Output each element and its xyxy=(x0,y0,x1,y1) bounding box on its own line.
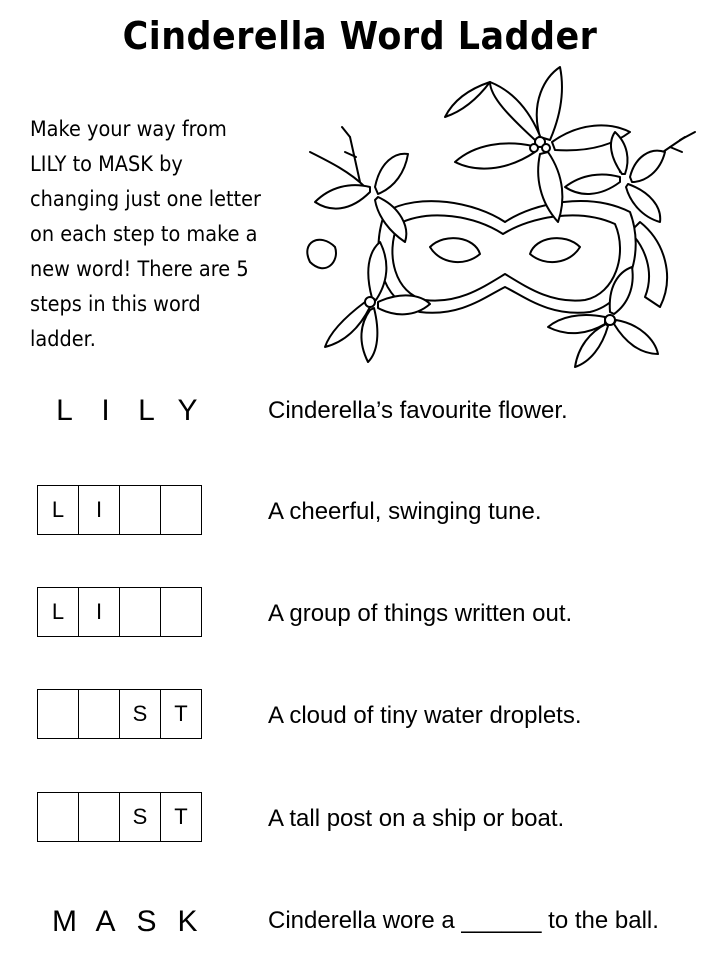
letter-box[interactable] xyxy=(161,486,201,534)
letter-box[interactable]: L xyxy=(38,486,79,534)
start-letter: L xyxy=(56,394,73,427)
step-3-clue: A cloud of tiny water droplets. xyxy=(268,702,582,729)
end-letter: K xyxy=(177,905,198,938)
letter-box[interactable]: S xyxy=(120,690,161,738)
instruction-line: changing just one letter xyxy=(30,187,261,211)
end-letter: A xyxy=(95,905,116,938)
start-letter: Y xyxy=(177,394,198,427)
letter-box[interactable]: I xyxy=(79,588,120,636)
letter-box[interactable]: L xyxy=(38,588,79,636)
letter-box[interactable] xyxy=(38,690,79,738)
letter-box[interactable] xyxy=(120,486,161,534)
start-word xyxy=(44,394,208,428)
start-letter: L xyxy=(138,394,155,427)
instructions xyxy=(30,112,310,357)
step-1-clue: A cheerful, swinging tune. xyxy=(268,498,542,525)
page-title: Cinderella Word Ladder xyxy=(122,14,598,58)
letter-box[interactable] xyxy=(79,793,120,841)
step-4-boxes[interactable] xyxy=(37,792,202,842)
start-clue: Cinderella’s favourite flower. xyxy=(268,397,568,424)
letter-box[interactable]: S xyxy=(120,793,161,841)
instruction-line: on each step to make a xyxy=(30,222,258,246)
letter-box[interactable]: T xyxy=(174,701,188,726)
instruction-line: LILY to MASK by xyxy=(30,152,183,176)
step-2-clue: A group of things written out. xyxy=(268,600,573,627)
instruction-line: Make your way from xyxy=(30,117,227,141)
instruction-line: new word! There are 5 xyxy=(30,257,249,281)
step-3-boxes[interactable] xyxy=(37,689,202,739)
start-letter: I xyxy=(101,394,110,427)
instruction-line: steps in this word xyxy=(30,292,201,316)
letter-box[interactable]: I xyxy=(79,486,120,534)
step-4-clue: A tall post on a ship or boat. xyxy=(268,805,565,832)
end-letter: S xyxy=(136,905,157,938)
masquerade-mask-illustration xyxy=(290,62,710,392)
instruction-line: ladder. xyxy=(30,327,96,351)
letter-box[interactable] xyxy=(79,690,120,738)
letter-box[interactable] xyxy=(38,793,79,841)
end-word xyxy=(44,905,208,939)
step-2-boxes[interactable] xyxy=(37,587,202,637)
letter-box[interactable] xyxy=(120,588,161,636)
step-1-boxes[interactable] xyxy=(37,485,202,535)
end-letter: M xyxy=(52,905,77,938)
letter-box[interactable]: T xyxy=(174,804,188,829)
end-clue: Cinderella wore a ______ to the ball. xyxy=(268,907,659,934)
letter-box[interactable] xyxy=(161,588,201,636)
